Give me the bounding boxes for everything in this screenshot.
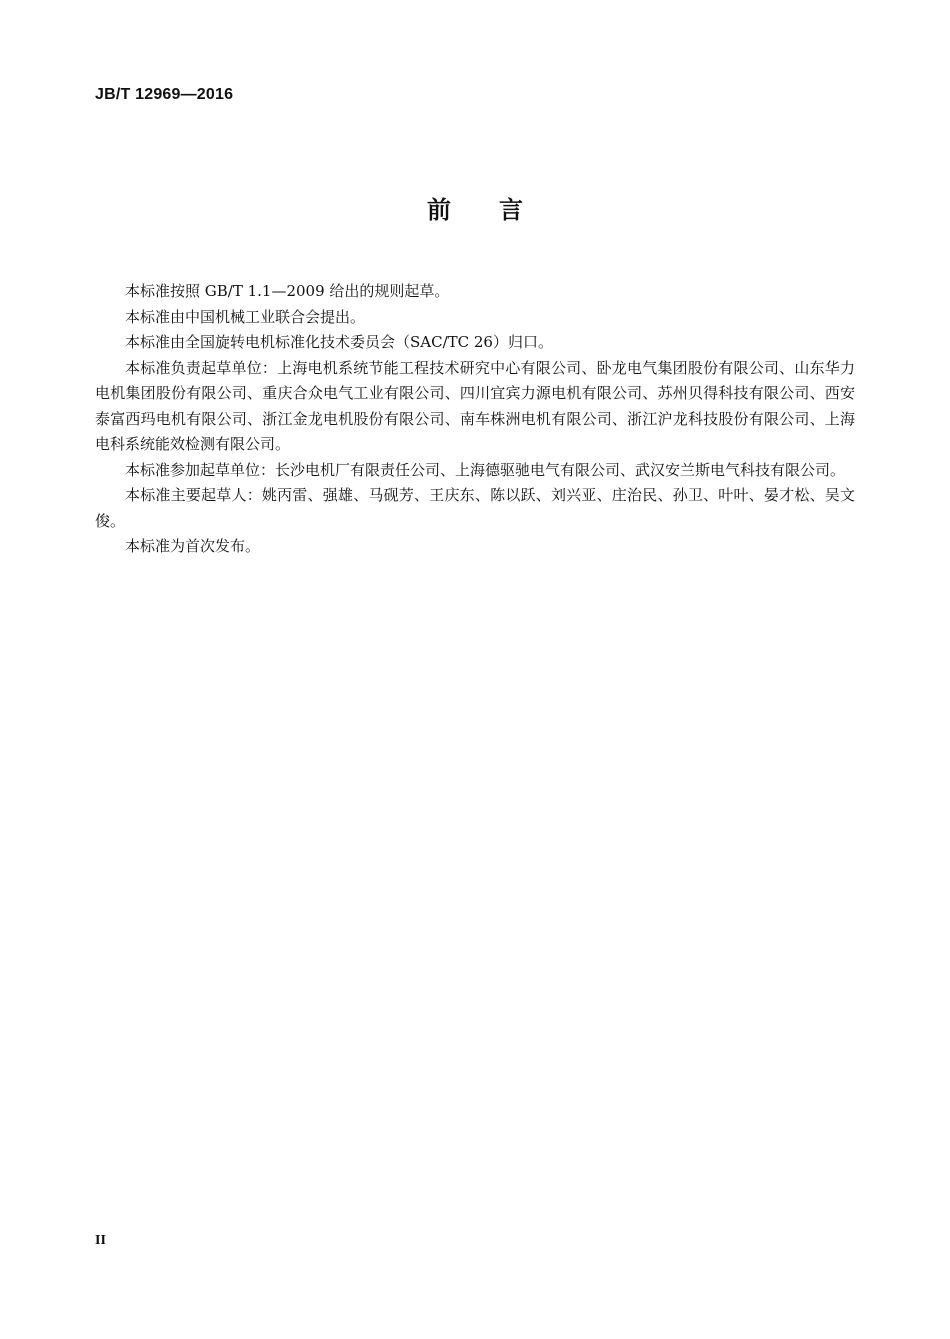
paragraph-participating-drafters: 本标准参加起草单位：长沙电机厂有限责任公司、上海德驱驰电气有限公司、武汉安兰斯电气科技有限公司。 — [125, 460, 846, 479]
page-title: 前言 — [427, 196, 571, 224]
paragraph-first-release: 本标准为首次发布。 — [125, 537, 261, 555]
foreword-body — [95, 279, 855, 560]
paragraph-administered-by: 本标准由全国旋转电机标准化技术委员会（SAC/TC 26）归口。 — [125, 333, 553, 351]
paragraph-drafting-rules: 本标准按照 GB/T 1.1—2009 给出的规则起草。 — [125, 282, 450, 300]
paragraph-main-drafters: 本标准主要起草人：姚丙雷、强雄、马砚芳、王庆东、陈以跃、刘兴亚、庄治民、孙卫、叶叶、晏才松、吴文俊。 — [95, 486, 855, 530]
paragraph-proposed-by: 本标准由中国机械工业联合会提出。 — [125, 307, 366, 326]
paragraph-lead-drafters: 本标准负责起草单位：上海电机系统节能工程技术研究中心有限公司、卧龙电气集团股份有限公司、山东华力电机集团股份有限公司、重庆合众电气工业有限公司、四川宜宾力源电机有限公司、苏州贝得科技有限公司、西安泰富西玛电机有限公司、浙江金龙电机股份有限公司、南车株洲电机有限公司、浙江沪龙科技股份有限公司、上海电科系统能效检测有限公司。 — [95, 358, 855, 453]
page-number: II — [95, 1233, 106, 1248]
document-code: JB/T 12969—2016 — [95, 86, 234, 103]
